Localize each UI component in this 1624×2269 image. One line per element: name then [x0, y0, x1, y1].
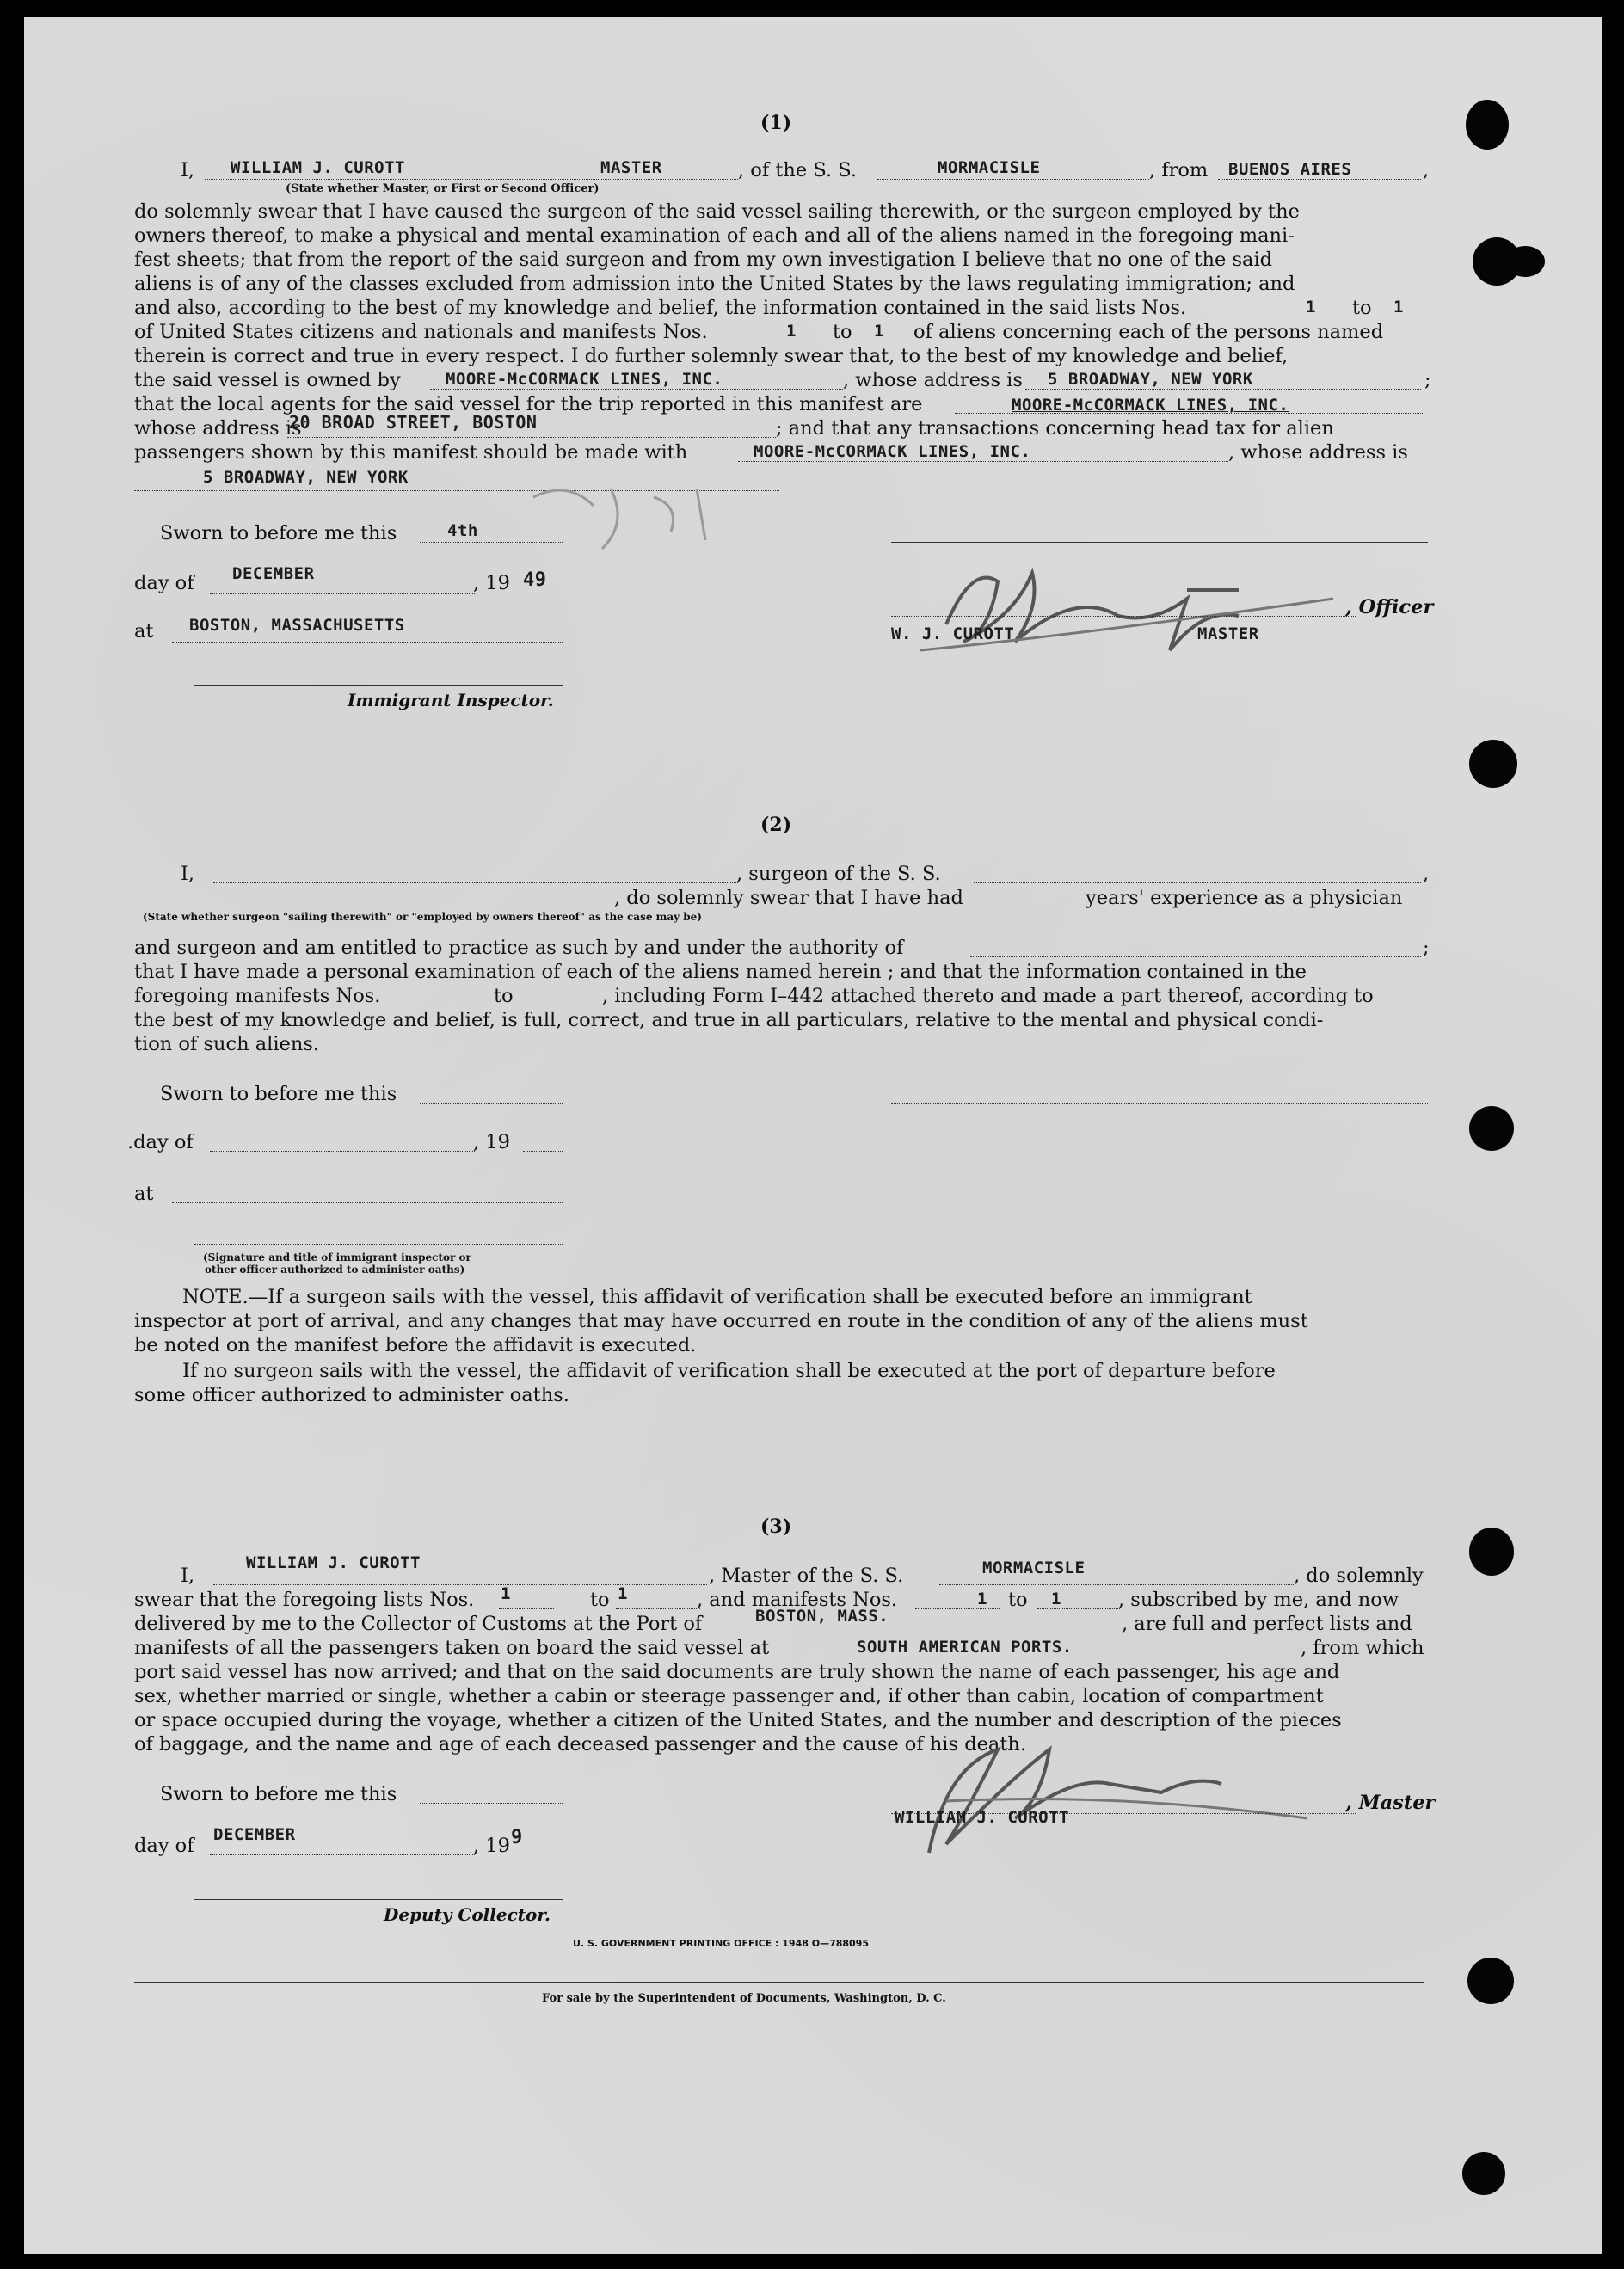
s3-name-fill: WILLIAM J. CUROTT — [246, 1553, 421, 1572]
s1-at-label: at — [134, 620, 154, 643]
s3-collector-caption: Deputy Collector. — [384, 1904, 551, 1925]
s1-year-fill: 49 — [523, 569, 547, 591]
s1-body-line-4: aliens is of any of the classes excluded from admission into the United States by the laws regulating immigration; and — [134, 273, 1295, 295]
master-signature — [877, 1724, 1359, 1879]
s1-body-line-7: therein is correct and true in every respect. I do further solemnly swear that, to the best of my knowledge and belief, — [134, 345, 1289, 367]
s1-place-line — [172, 642, 563, 643]
s1-officer-top-line — [891, 542, 1428, 543]
s1-from-label: , from — [1149, 159, 1209, 181]
s2-sworn-line — [420, 1103, 563, 1104]
s2-sig-caption-1: (Signature and title of immigrant inspector or — [203, 1251, 471, 1264]
s1-body-line-11: passengers shown by this manifest should be made with — [134, 441, 688, 464]
s3-master-label: , Master — [1345, 1792, 1436, 1814]
s3-manifests-to: 1 — [1051, 1590, 1061, 1608]
binder-hole-6 — [1467, 1958, 1514, 2004]
s1-lists-from: 1 — [1306, 298, 1316, 317]
s3-manifests-from-line — [915, 1608, 1000, 1609]
s2-line-exam: that I have made a personal examination of each of the aliens named herein ; and that the information contained in the — [134, 961, 1307, 983]
s1-name-fill: WILLIAM J. CUROTT — [231, 158, 405, 177]
binder-hole-4 — [1469, 1106, 1514, 1151]
section-3-number: (3) — [760, 1516, 792, 1538]
s2-surgeon-of: , surgeon of the S. S. — [736, 863, 941, 885]
s1-sworn-label: Sworn to before me this — [160, 522, 397, 544]
s3-solemnly: , do solemnly — [1294, 1565, 1424, 1587]
s1-body-line-3: fest sheets; that from the report of the said surgeon and from my own investigation I believe that no one of the said — [134, 249, 1273, 271]
s3-month-fill: DECEMBER — [213, 1825, 296, 1844]
s2-semicolon: ; — [1423, 937, 1430, 959]
s3-month-line — [210, 1854, 475, 1855]
section-2-number: (2) — [760, 814, 792, 836]
s1-body-line-9: that the local agents for the said vessel for the trip reported in this manifest are — [134, 393, 923, 415]
s2-note-line-1: NOTE.—If a surgeon sails with the vessel, this affidavit of verification shall be executed before an immigrant — [182, 1286, 1252, 1308]
s3-to-label-2: to — [1008, 1589, 1028, 1611]
faint-stamp-mark — [516, 471, 757, 566]
s1-place-fill: BOSTON, MASSACHUSETTS — [189, 616, 405, 635]
s1-of-ss: , of the S. S. — [738, 159, 858, 181]
s3-from-which: , from which — [1301, 1637, 1424, 1659]
s1-sworn-day-line — [420, 542, 563, 543]
s1-body-line-5: and also, according to the best of my knowledge and belief, the information contained in the said lists Nos. — [134, 297, 1187, 319]
s3-i-label: I, — [181, 1565, 195, 1587]
s3-lists-to-line — [616, 1608, 700, 1609]
s2-line-such: tion of such aliens. — [134, 1033, 320, 1055]
s2-line-manifests-b: , including Form I–442 attached thereto and made a part thereof, according to — [602, 985, 1374, 1007]
s2-authority-line — [970, 956, 1421, 957]
s1-owner-fill: MOORE-McCORMACK LINES, INC. — [446, 370, 723, 389]
s1-sworn-day-fill: 4th — [447, 521, 478, 540]
s3-year-prefix: , 19 — [473, 1835, 510, 1857]
s2-caption: (State whether surgeon "sailing therewith" or "employed by owners thereof" as the case may be) — [143, 911, 702, 923]
s1-manifests-from: 1 — [786, 322, 797, 341]
s1-owner-line — [430, 389, 843, 390]
s1-year-prefix: , 19 — [473, 572, 510, 594]
s1-owner-address-line — [1025, 389, 1421, 390]
s1-head-tax-fill: MOORE-McCORMACK LINES, INC. — [754, 442, 1031, 461]
s1-owner-address-fill: 5 BROADWAY, NEW YORK — [1048, 370, 1253, 389]
s1-manifests-to: 1 — [874, 322, 884, 341]
s3-name-line — [213, 1584, 707, 1585]
s2-name-line — [213, 882, 738, 883]
s1-name-line — [205, 179, 738, 180]
s3-master-of: , Master of the S. S. — [709, 1565, 904, 1587]
s2-note-line-3: be noted on the manifest before the affidavit is executed. — [134, 1334, 697, 1356]
s2-note-line-4: If no surgeon sails with the vessel, the affidavit of verification shall be executed at the port of departure before — [182, 1360, 1276, 1382]
s3-manifests-all: manifests of all the passengers taken on board the said vessel at — [134, 1637, 770, 1659]
s1-rank-caption: (State whether Master, or First or Second Officer) — [286, 182, 600, 195]
officer-signature — [912, 547, 1359, 667]
s2-month-line — [210, 1151, 475, 1152]
s1-officer-line — [891, 616, 1356, 617]
s3-sworn-line — [420, 1803, 563, 1804]
s1-vessel-line — [877, 179, 1149, 180]
s1-from-fill: BUENOS AIRES — [1228, 160, 1352, 179]
s3-lists-from: 1 — [501, 1584, 511, 1603]
binder-hole-5 — [1469, 1528, 1514, 1576]
s1-from-line — [1218, 179, 1421, 180]
s1-inspector-caption: Immigrant Inspector. — [348, 690, 554, 710]
s1-owner-address-label: , whose address is — [843, 369, 1023, 391]
s3-year-fill: 9 — [511, 1827, 523, 1848]
s1-officer-label: , Officer — [1345, 596, 1434, 618]
s3-lists-from-line — [499, 1608, 554, 1609]
binder-hole-3 — [1469, 740, 1517, 788]
s3-day-of-label: day of — [134, 1835, 194, 1857]
binder-hole-2b — [1505, 246, 1545, 277]
s2-signature-line — [194, 1244, 563, 1245]
s3-full-perfect: , are full and perfect lists and — [1122, 1613, 1412, 1635]
s3-vessel-line — [939, 1584, 1294, 1585]
s2-place-line — [172, 1202, 563, 1203]
s2-day-of-label: .day of — [127, 1131, 194, 1153]
for-sale-note: For sale by the Superintendent of Documents, Washington, D. C. — [542, 1992, 946, 2005]
s1-month-fill: DECEMBER — [232, 564, 315, 583]
s3-sworn-label: Sworn to before me this — [160, 1783, 397, 1805]
s2-year-label: , 19 — [473, 1131, 510, 1153]
s3-body-line-3: or space occupied during the voyage, whether a citizen of the United States, and the number and description of the pieces — [134, 1709, 1342, 1731]
s1-head-tax-text: ; and that any transactions concerning head tax for alien — [776, 417, 1334, 440]
gpo-imprint: U. S. GOVERNMENT PRINTING OFFICE : 1948 O—788095 — [573, 1938, 869, 1949]
s2-sig-caption-2: other officer authorized to administer oaths) — [205, 1264, 465, 1276]
s3-delivered: delivered by me to the Collector of Customs at the Port of — [134, 1613, 703, 1635]
s1-agents-address-line — [287, 437, 776, 438]
s1-rank-fill: MASTER — [600, 158, 662, 177]
s1-officer-name-fill: W. J. CUROTT — [891, 624, 1015, 643]
s2-note-line-2: inspector at port of arrival, and any changes that may have occurred en route in the condition of any of the aliens must — [134, 1310, 1308, 1332]
s2-line-manifests-a: foregoing manifests Nos. — [134, 985, 381, 1007]
s3-vessel-fill: MORMACISLE — [982, 1559, 1086, 1577]
s1-i-label: I, — [181, 159, 195, 181]
s3-and-manifests: , and manifests Nos. — [697, 1589, 898, 1611]
s1-officer-rank-fill: MASTER — [1197, 624, 1259, 643]
s1-lists-to-label: to — [1352, 297, 1372, 319]
s1-day-of-label: day of — [134, 572, 194, 594]
s1-agents-fill: MOORE-McCORMACK LINES, INC. — [1012, 396, 1289, 415]
s1-body-line-8: the said vessel is owned by — [134, 369, 401, 391]
s3-port-fill: BOSTON, MASS. — [755, 1607, 889, 1626]
s3-to-label: to — [590, 1589, 610, 1611]
binder-hole-7 — [1462, 2152, 1505, 2195]
s1-head-tax-line — [738, 461, 1228, 462]
s1-agents-address-fill: 20 BROAD STREET, BOSTON — [289, 412, 538, 433]
s1-lists-to: 1 — [1393, 298, 1404, 317]
s3-subscribed: , subscribed by me, and now — [1118, 1589, 1399, 1611]
s2-officer-line — [891, 1103, 1428, 1104]
s2-line-authority: and surgeon and am entitled to practice as such by and under the authority of — [134, 937, 904, 959]
s1-vessel-fill: MORMACISLE — [938, 158, 1041, 177]
section-1-number: (1) — [760, 112, 792, 134]
s2-years-text: years' experience as a physician — [1086, 887, 1403, 909]
s1-body-line-2: owners thereof, to make a physical and mental examination of each and all of the aliens named in the foregoing mani- — [134, 224, 1295, 247]
s2-vessel-line — [974, 882, 1421, 883]
s3-lists-to: 1 — [618, 1584, 628, 1603]
s1-manifests-to-label: to — [833, 321, 852, 343]
s2-i-label: I, — [181, 863, 195, 885]
s2-comma: , — [1423, 863, 1430, 885]
s2-swear-text: , do solemnly swear that I have had — [614, 887, 963, 909]
footer-rule — [134, 1982, 1424, 1983]
s1-owner-semicolon: ; — [1424, 369, 1431, 391]
s1-from-tail: , — [1423, 159, 1430, 181]
s1-aliens-concerning: of aliens concerning each of the persons named — [914, 321, 1384, 343]
s2-line-manifests-to: to — [494, 985, 514, 1007]
s3-collector-line — [194, 1899, 563, 1900]
s1-body-line-6: of United States citizens and nationals and manifests Nos. — [134, 321, 708, 343]
s1-head-tax-address-label: , whose address is — [1228, 441, 1408, 464]
s2-year-line — [523, 1151, 563, 1152]
s2-sworn-label: Sworn to before me this — [160, 1083, 397, 1105]
s2-line-best: the best of my knowledge and belief, is full, correct, and true in all particulars, relative to the mental and physical condi- — [134, 1009, 1324, 1031]
s3-body-line-2: sex, whether married or single, whether a cabin or steerage passenger and, if other than cabin, location of compartment — [134, 1685, 1324, 1707]
s1-inspector-line — [194, 685, 563, 686]
s3-body-line-4: of baggage, and the name and age of each deceased passenger and the cause of his death. — [134, 1733, 1027, 1756]
s1-month-line — [210, 593, 475, 594]
s1-body-line-1: do solemnly swear that I have caused the surgeon of the said vessel sailing therewith, or the surgeon employed by the — [134, 200, 1300, 223]
s2-note-line-5: some officer authorized to administer oaths. — [134, 1384, 569, 1406]
s2-at-label: at — [134, 1183, 154, 1205]
s1-head-tax-address-fill: 5 BROADWAY, NEW YORK — [203, 468, 409, 487]
s1-body-line-10: whose address is — [134, 417, 302, 440]
s3-body-line-1: port said vessel has now arrived; and that on the said documents are truly shown the name of each passenger, his age and — [134, 1661, 1340, 1683]
s3-manifests-from: 1 — [977, 1590, 987, 1608]
s3-master-name-fill: WILLIAM J. CUROTT — [895, 1808, 1069, 1827]
s3-manifests-to-line — [1037, 1608, 1120, 1609]
s3-ports-fill: SOUTH AMERICAN PORTS. — [857, 1638, 1073, 1657]
binder-hole-1 — [1466, 100, 1509, 150]
s3-swear-lists: swear that the foregoing lists Nos. — [134, 1589, 475, 1611]
